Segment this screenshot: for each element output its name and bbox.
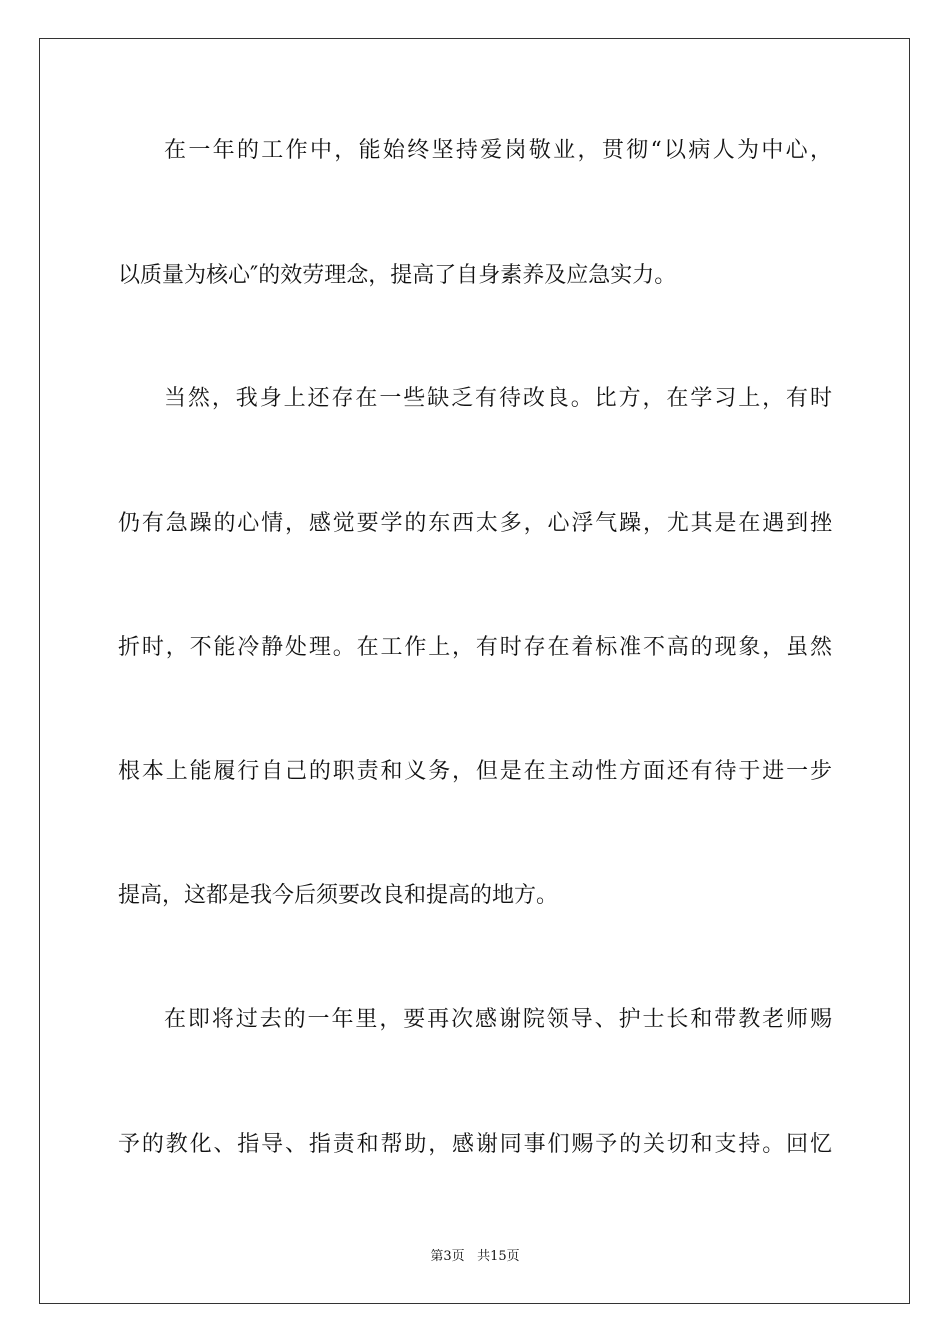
page-number: 第3页 [430,1249,465,1264]
body-text-line: 根本上能履行自己的职责和义务，但是在主动性方面还有待于进一步 [118,759,832,784]
body-text-line: 以质量为核心″的效劳理念，提高了自身素养及应急实力。 [118,263,677,288]
body-text-line: 予的教化、指导、指责和帮助，感谢同事们赐予的关切和支持。回忆 [118,1132,832,1157]
body-text-line: 在一年的工作中，能始终坚持爱岗敬业，贯彻“以病人为中心， [164,138,832,163]
body-text-line: 当然，我身上还存在一些缺乏有待改良。比方，在学习上，有时 [164,386,832,411]
body-text-line: 在即将过去的一年里，要再次感谢院领导、护士长和带教老师赐 [164,1007,832,1032]
body-text-line: 提高，这都是我今后须要改良和提高的地方。 [118,883,559,908]
page-footer [0,1248,950,1266]
body-text-line: 仍有急躁的心情，感觉要学的东西太多，心浮气躁，尤其是在遇到挫 [118,511,832,536]
page-total: 共15页 [477,1249,520,1264]
body-text-line: 折时，不能冷静处理。在工作上，有时存在着标准不高的现象，虽然 [118,635,832,660]
page-frame [39,38,910,1304]
